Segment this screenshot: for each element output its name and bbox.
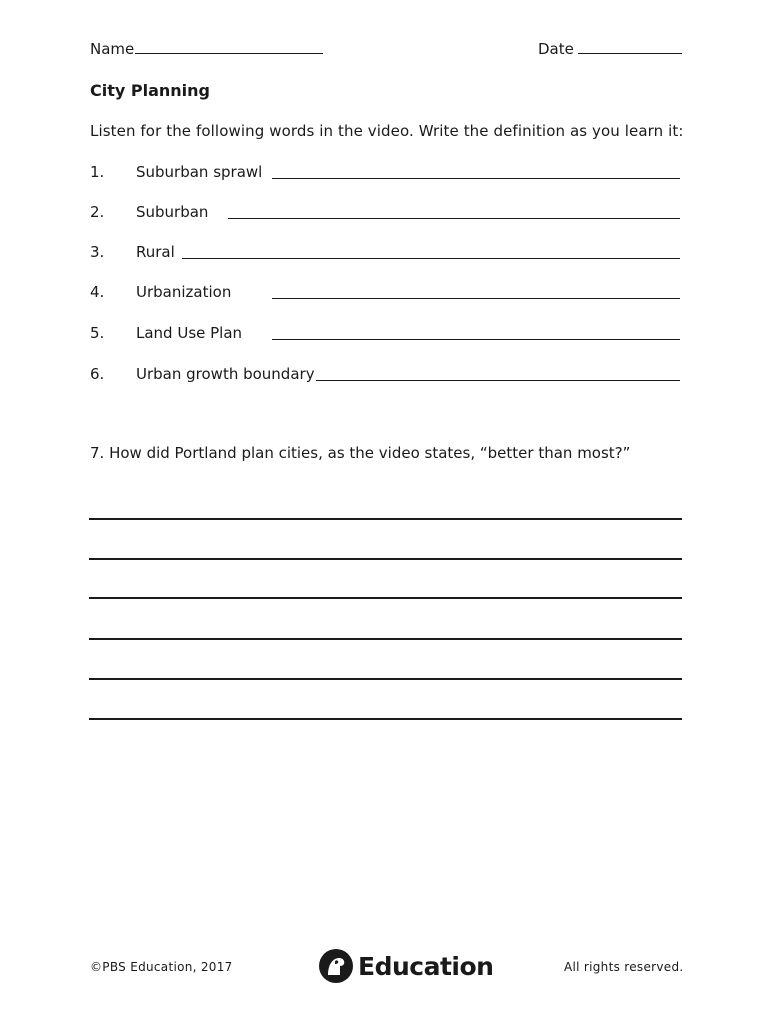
date-field bbox=[538, 40, 682, 58]
answer-line[interactable] bbox=[89, 718, 682, 720]
copyright-text: ©PBS Education, 2017 bbox=[90, 960, 233, 974]
term-number: 4. bbox=[90, 283, 105, 301]
term-row bbox=[90, 203, 682, 223]
term-label: Urbanization bbox=[136, 283, 232, 301]
term-label: Land Use Plan bbox=[136, 324, 243, 342]
term-number: 3. bbox=[90, 243, 105, 261]
date-blank-line[interactable] bbox=[578, 41, 682, 54]
answer-line[interactable] bbox=[89, 558, 682, 560]
answer-line[interactable] bbox=[89, 638, 682, 640]
term-label: Suburban sprawl bbox=[136, 163, 263, 181]
name-label: Name bbox=[90, 40, 135, 58]
term-number: 6. bbox=[90, 365, 105, 383]
date-label: Date bbox=[538, 40, 574, 58]
answer-line[interactable] bbox=[89, 678, 682, 680]
definition-blank-line[interactable] bbox=[228, 218, 680, 219]
answer-line[interactable] bbox=[89, 518, 682, 520]
definition-blank-line[interactable] bbox=[272, 298, 680, 299]
term-number: 5. bbox=[90, 324, 105, 342]
term-row bbox=[90, 243, 682, 263]
term-row bbox=[90, 365, 682, 385]
pbs-head-icon bbox=[318, 948, 354, 984]
term-number: 2. bbox=[90, 203, 105, 221]
name-field bbox=[90, 40, 323, 58]
instructions-text: Listen for the following words in the video. Write the definition as you learn it: bbox=[90, 122, 684, 140]
term-row bbox=[90, 324, 682, 344]
logo-wordmark: Education bbox=[358, 951, 494, 981]
definition-blank-line[interactable] bbox=[272, 339, 680, 340]
definition-blank-line[interactable] bbox=[182, 258, 680, 259]
page-title: City Planning bbox=[90, 81, 210, 100]
term-label: Urban growth boundary bbox=[136, 365, 315, 383]
definition-blank-line[interactable] bbox=[272, 178, 680, 179]
term-label: Suburban bbox=[136, 203, 209, 221]
question-7: 7. How did Portland plan cities, as the video states, “better than most?” bbox=[90, 444, 631, 462]
term-row bbox=[90, 163, 682, 183]
answer-line[interactable] bbox=[89, 597, 682, 599]
term-row bbox=[90, 283, 682, 303]
term-number: 1. bbox=[90, 163, 105, 181]
name-blank-line[interactable] bbox=[135, 41, 323, 54]
pbs-education-logo bbox=[318, 948, 493, 984]
term-label: Rural bbox=[136, 243, 175, 261]
rights-text: All rights reserved. bbox=[564, 960, 684, 974]
definition-blank-line[interactable] bbox=[316, 380, 680, 381]
